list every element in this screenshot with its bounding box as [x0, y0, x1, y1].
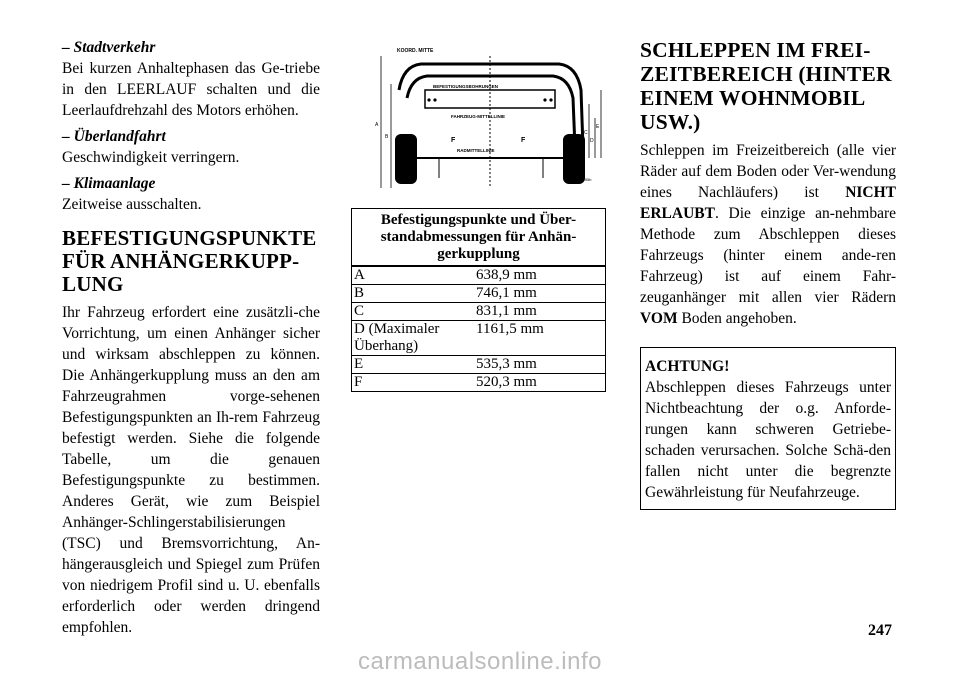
warning-box — [640, 347, 896, 510]
table-row — [352, 320, 605, 355]
watermark: carmanualsonline.info — [358, 648, 602, 675]
table-cell-label: F — [354, 374, 363, 390]
diagram-label-axle: RADMITTELLINIE — [457, 148, 495, 153]
diagram-label-f-right: F — [521, 137, 526, 144]
warning-title: ACHTUNG! — [645, 358, 730, 375]
paragraph-klimaanlage: Zeitweise ausschalten. — [62, 196, 202, 213]
table-row — [352, 373, 605, 391]
diagram-label-e: E — [596, 124, 600, 130]
heading-befestigungspunkte: BEFESTIGUNGSPUNKTE FÜR ANHÄNGERKUPP-LUNG — [62, 226, 317, 296]
table-cell-label: E — [354, 356, 364, 372]
diagram-code: 81fa95b — [577, 177, 592, 182]
diagram-label-c: C — [584, 130, 588, 136]
subheading-ueberlandfahrt: – Überlandfahrt — [62, 128, 166, 145]
table-cell-value: 638,9 mm — [476, 267, 537, 283]
table-cell-value: 1161,5 mm — [476, 321, 544, 337]
diagram-label-d: D — [590, 138, 594, 144]
paragraph-befestigung: Ihr Fahrzeug erfordert eine zusätzli-che Vorrichtung, um einen Anhänger sicher und wirksam abschleppen zu können. Die Anhängerkupplung muss an den am Fahrzeugrahmen vorge-sehenen Befestigungspunkten an Ih-rem Fahrzeug befestigt werden. Siehe die folgende Tabelle, um die genauen Befestigungspunkte zu bestimmen. Anderes Gerät, wie zum Beispiel Anhänger-Schlingerstabilisierungen (TSC) und Bremsvorrichtung, An-hängerausgleich und Spiegel zum Prüfen von niedrigem Profil sind u. U. ebenfalls erforderlich oder werden dringend empfohlen. — [62, 304, 320, 636]
table-cell-label: A — [354, 267, 365, 283]
page-number: 247 — [868, 622, 892, 639]
middle-column — [351, 38, 606, 392]
table-cell-label: D (Maximaler Überhang) — [354, 321, 440, 354]
text-run: . Die einzige an-nehmbare Methode zum Abschleppen dieses Fahrzeugs (hinter einem ande-ren Fahrzeug) ist auf einem Fahr-zeuganhänger mit allen vier Rädern — [640, 205, 896, 306]
subheading-klimaanlage: – Klimaanlage — [62, 175, 156, 192]
right-column — [640, 38, 896, 510]
paragraph-schleppen — [640, 140, 896, 329]
emphasis-vom: VOM — [640, 310, 678, 327]
table-row — [352, 302, 605, 320]
table-cell-value: 535,3 mm — [476, 356, 537, 372]
diagram-label-top: KOORD. MITTE — [397, 48, 434, 54]
text-run: Boden angehoben. — [677, 310, 797, 327]
emphasis-nicht-erlaubt: NICHT ERLAUBT — [640, 184, 897, 222]
subheading-stadtverkehr: – Stadtverkehr — [62, 39, 156, 56]
hitch-diagram-svg — [351, 38, 606, 196]
left-column — [62, 38, 320, 644]
table-cell-label: C — [354, 303, 365, 319]
table-cell-value: 831,1 mm — [476, 303, 537, 319]
heading-schleppen: SCHLEPPEN IM FREI-ZEITBEREICH (HINTER EINEM WOHNMOBIL USW.) — [640, 38, 892, 134]
table-cell-value: 520,3 mm — [476, 374, 537, 390]
diagram-label-a: A — [375, 122, 379, 128]
hitch-mounting-diagram — [351, 38, 606, 196]
hitch-dimensions-table — [351, 208, 606, 392]
diagram-label-centerline: FAHRZEUG-MITTELLINIE — [451, 114, 505, 119]
diagram-label-f-left: F — [451, 137, 456, 144]
table-row — [352, 284, 605, 302]
text-run: Schleppen im Freizeitbereich (alle vier Räder auf dem Boden oder Ver-wendung eines Nachläufers) ist — [640, 142, 896, 201]
diagram-label-b: B — [385, 134, 389, 140]
table-row — [352, 355, 605, 373]
warning-body: Abschleppen dieses Fahrzeugs unter Nichtbeachtung der o.g. Anforde-rungen kann schweren Getriebe-schaden verursachen. Solche Schä-den fallen nicht unter die begrenzte Gewährleistung für Neufahrzeuge. — [645, 379, 891, 501]
paragraph-ueberlandfahrt: Geschwindigkeit verringern. — [62, 149, 240, 166]
table-caption: Befestigungspunkte und Über-standabmessungen für Anhän-gerkupplung — [352, 209, 605, 266]
diagram-label-mount: BEFESTIGUNGSBOHRUNGEN — [433, 84, 499, 89]
table-cell-value: 746,1 mm — [476, 285, 537, 301]
table-cell-label: B — [354, 285, 365, 301]
table-row — [352, 266, 605, 284]
paragraph-stadtverkehr: Bei kurzen Anhaltephasen das Ge-triebe in den LEERLAUF schalten und die Leerlaufdrehzahl des Motors erhöhen. — [62, 60, 320, 119]
